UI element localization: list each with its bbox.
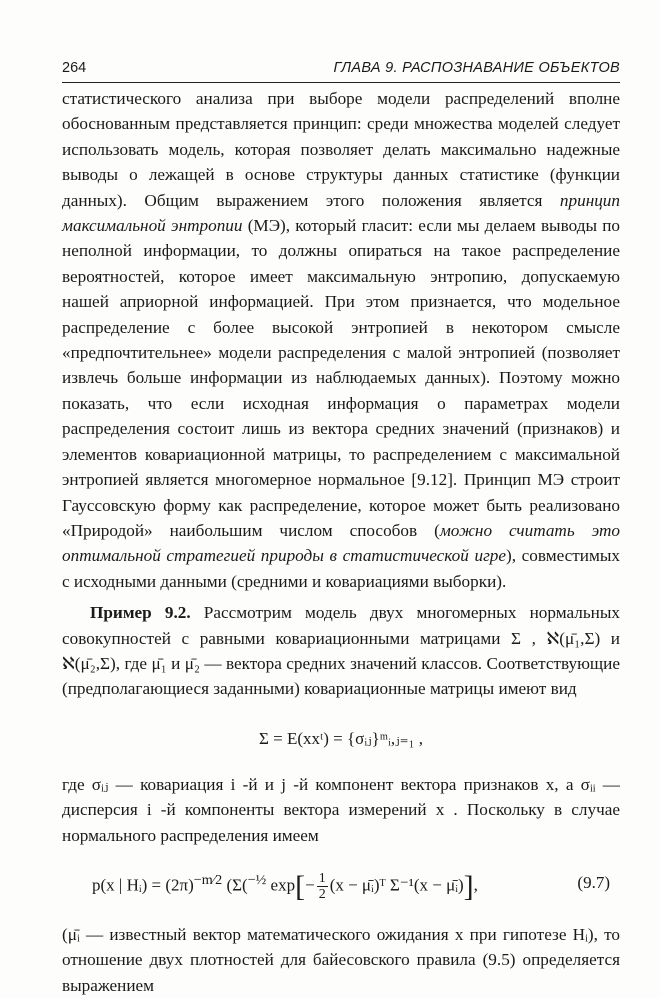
remark-optimal-strategy: можно считать это оптимальной стратегией природы в статистической игре [62, 520, 620, 566]
formula-bracket: [ [295, 869, 306, 903]
paragraph-covariance-explanation [62, 772, 620, 848]
fraction-denominator: 2 [318, 886, 326, 902]
example-label: Пример 9.2. [90, 603, 191, 623]
running-head [62, 60, 620, 76]
equation-number: (9.7) [577, 872, 610, 892]
formula-bracket: ] [463, 869, 474, 903]
fraction-numerator: 1 [318, 870, 326, 886]
paragraph-example [62, 600, 620, 702]
paragraph-bayes [62, 922, 620, 998]
formula-rhs: (x − μ̄ᵢ)ᵀ Σ⁻¹(x − μ̄ᵢ) [329, 875, 464, 895]
paragraph-text: где σᵢⱼ — ковариация i -й и j -й компонент вектора признаков x, а σᵢᵢ — дисперсия i -й компоненты вектора измерений x . Поскольку в случае нормального распределения имеем [62, 774, 620, 845]
paragraph-text: (μ̄ᵢ — известный вектор математического ожидания x при гипотезе Hᵢ), то отношение двух плотностей для байесовского правила (9.5) определяется выражением [62, 924, 620, 995]
formula-covariance [62, 716, 620, 762]
paragraph-text: статистического анализа при выборе модели распределений вполне обоснованным представляется принцип: среди множества моделей следует использовать модель, которая позволяет делать максимально надежные выводы о лежащей в основе структуры данных статистике (функции данных). Общим выражением этого положения является [62, 89, 620, 210]
formula-exp: exp [266, 875, 296, 895]
chapter-title: ГЛАВА 9. РАСПОЗНАВАНИЕ ОБЪЕКТОВ [333, 60, 620, 76]
formula-exponent: −m⁄2 [193, 871, 223, 888]
formula-fraction [317, 871, 328, 902]
formula-exponent: −½ [247, 871, 267, 888]
formula-covariance-text: Σ = E(xxᵗ) = {σᵢⱼ}ᵐᵢ,ⱼ₌₁ , [258, 728, 423, 748]
formula-mid: (Σ( [222, 875, 248, 895]
formula-9-7-body: p(x | Hᵢ) = $(2\pi)^{-m⁄2}$ (Σ($^{-\frac{1}{2}}$ exp[− $\frac{1}{2}$ (x − μ̄ᵢ)ᵀ Σ⁻¹(x − μ̄ᵢ)], [92, 869, 478, 903]
example-text: Рассмотрим модель двух многомерных нормальных совокупностей с равными ковариационными матрицами Σ , ℵ(μ̄₁,Σ) и ℵ(μ̄₂,Σ), где μ̄₁ и μ̄₂ — вектора средних значений классов. Соответствующие (предполагающиеся заданными) ковариационные матрицы имеют вид [62, 603, 620, 699]
page-number: 264 [62, 60, 87, 76]
term-max-entropy: принцип максимальной энтропии [62, 190, 620, 236]
paragraph-max-entropy [62, 86, 620, 594]
paragraph-text: ), совместимых с исходными данными (средними и ковариациями выборки). [62, 546, 620, 591]
body-text [62, 86, 620, 998]
formula-lhs: p(x | Hᵢ) = (2π) [92, 875, 194, 895]
paragraph-text: (МЭ), который гласит: если мы делаем выводы по неполной информации, то должны опираться на такое распределение вероятностей, которое имеет максимальную энтропию, допускаемую нашей априорной информацией. При этом признается, что модельное распределение с более высокой энтропией в некотором смысле «предпочтительнее» модели распределения с малой энтропией (позволяет извлечь больше информации из наблюдаемых данных). Поэтому можно показать, что если исходная информация о параметрах модели распределения состоит лишь из вектора средних значений (признаков) и элементов ковариационной матрицы, то распределением с максимальной энтропией является многомерное нормальное [9.12]. Принцип МЭ строит Гауссовскую форму как распределение, которое может быть реализовано «Природой» наибольшим числом способов ( [62, 216, 621, 540]
header-rule [62, 82, 620, 83]
formula-tail: , [473, 875, 478, 895]
formula-9-7 [62, 852, 620, 914]
